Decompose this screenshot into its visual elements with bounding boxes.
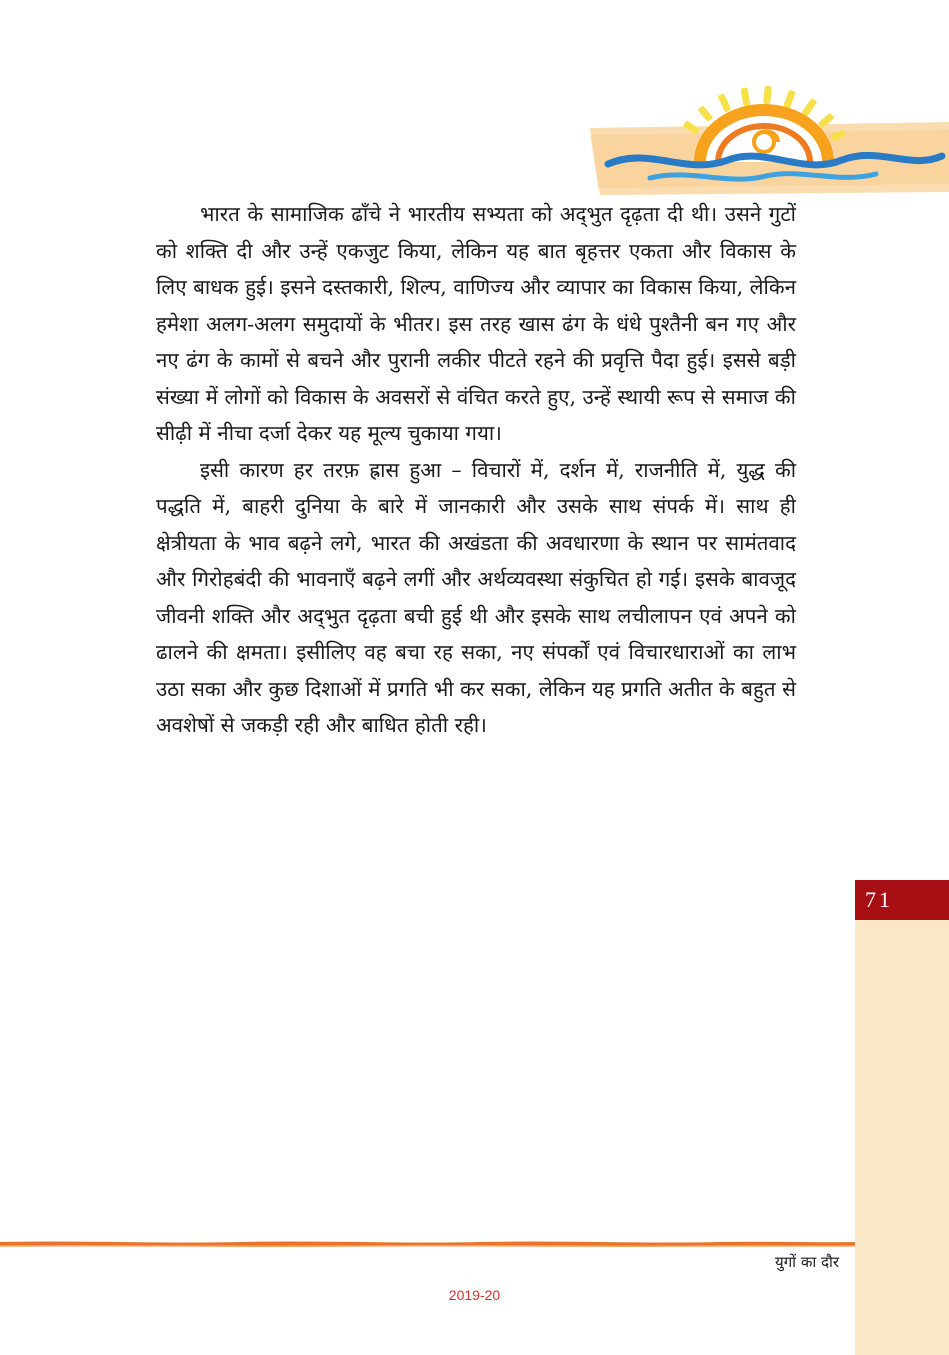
- sunrise-over-waves-icon: [590, 80, 949, 198]
- side-margin-strip: [855, 880, 949, 1355]
- body-text: [156, 196, 796, 744]
- edition-year: 2019-20: [448, 1287, 501, 1303]
- paragraph: भारत के सामाजिक ढाँचे ने भारतीय सभ्यता को अद्‌भुत दृढ़ता दी थी। उसने गुटों को शक्ति दी और उन्हें एकजुट किया, लेकिन यह बात बृहत्तर एकता और विकास के लिए बाधक हुई। इसने दस्तकारी, शिल्प, वाणिज्य और व्यापार का विकास किया, लेकिन हमेशा अलग-अलग समुदायों के भीतर। इस तरह खास ढंग के धंधे पुश्तैनी बन गए और नए ढंग के कामों से बचने और पुरानी लकीर पीटते रहने की प्रवृत्ति पैदा हुई। इससे बड़ी संख्या में लोगों को विकास के अवसरों से वंचित करते हुए, उन्हें स्थायी रूप से समाज की सीढ़ी में नीचा दर्जा देकर यह मूल्य चुकाया गया।: [156, 202, 796, 445]
- footer-divider: [0, 1239, 855, 1249]
- page-number: 71: [855, 880, 949, 920]
- running-title: युगों का दौर: [775, 1253, 839, 1271]
- paragraph: इसी कारण हर तरफ़ ह्रास हुआ – विचारों में, दर्शन में, राजनीति में, युद्ध की पद्धति में, बाहरी दुनिया के बारे में जानकारी और उसके साथ संपर्क में। साथ ही क्षेत्रीयता के भाव बढ़ने लगे, भारत की अखंडता की अवधारणा के स्थान पर सामंतवाद और गिरोहबंदी की भावनाएँ बढ़ने लगीं और अर्थव्यवस्था संकुचित हो गई। इसके बावजूद जीवनी शक्ति और अद्‌भुत दृढ़ता बची हुई थी और इसके साथ लचीलापन एवं अपने को ढालने की क्षमता। इसीलिए वह बचा रह सका, नए संपर्कों एवं विचारधाराओं का लाभ उठा सका और कुछ दिशाओं में प्रगति भी कर सका, लेकिन यह प्रगति अतीत के बहुत से अवशेषों से जकड़ी रही और बाधित होती रही।: [156, 457, 796, 737]
